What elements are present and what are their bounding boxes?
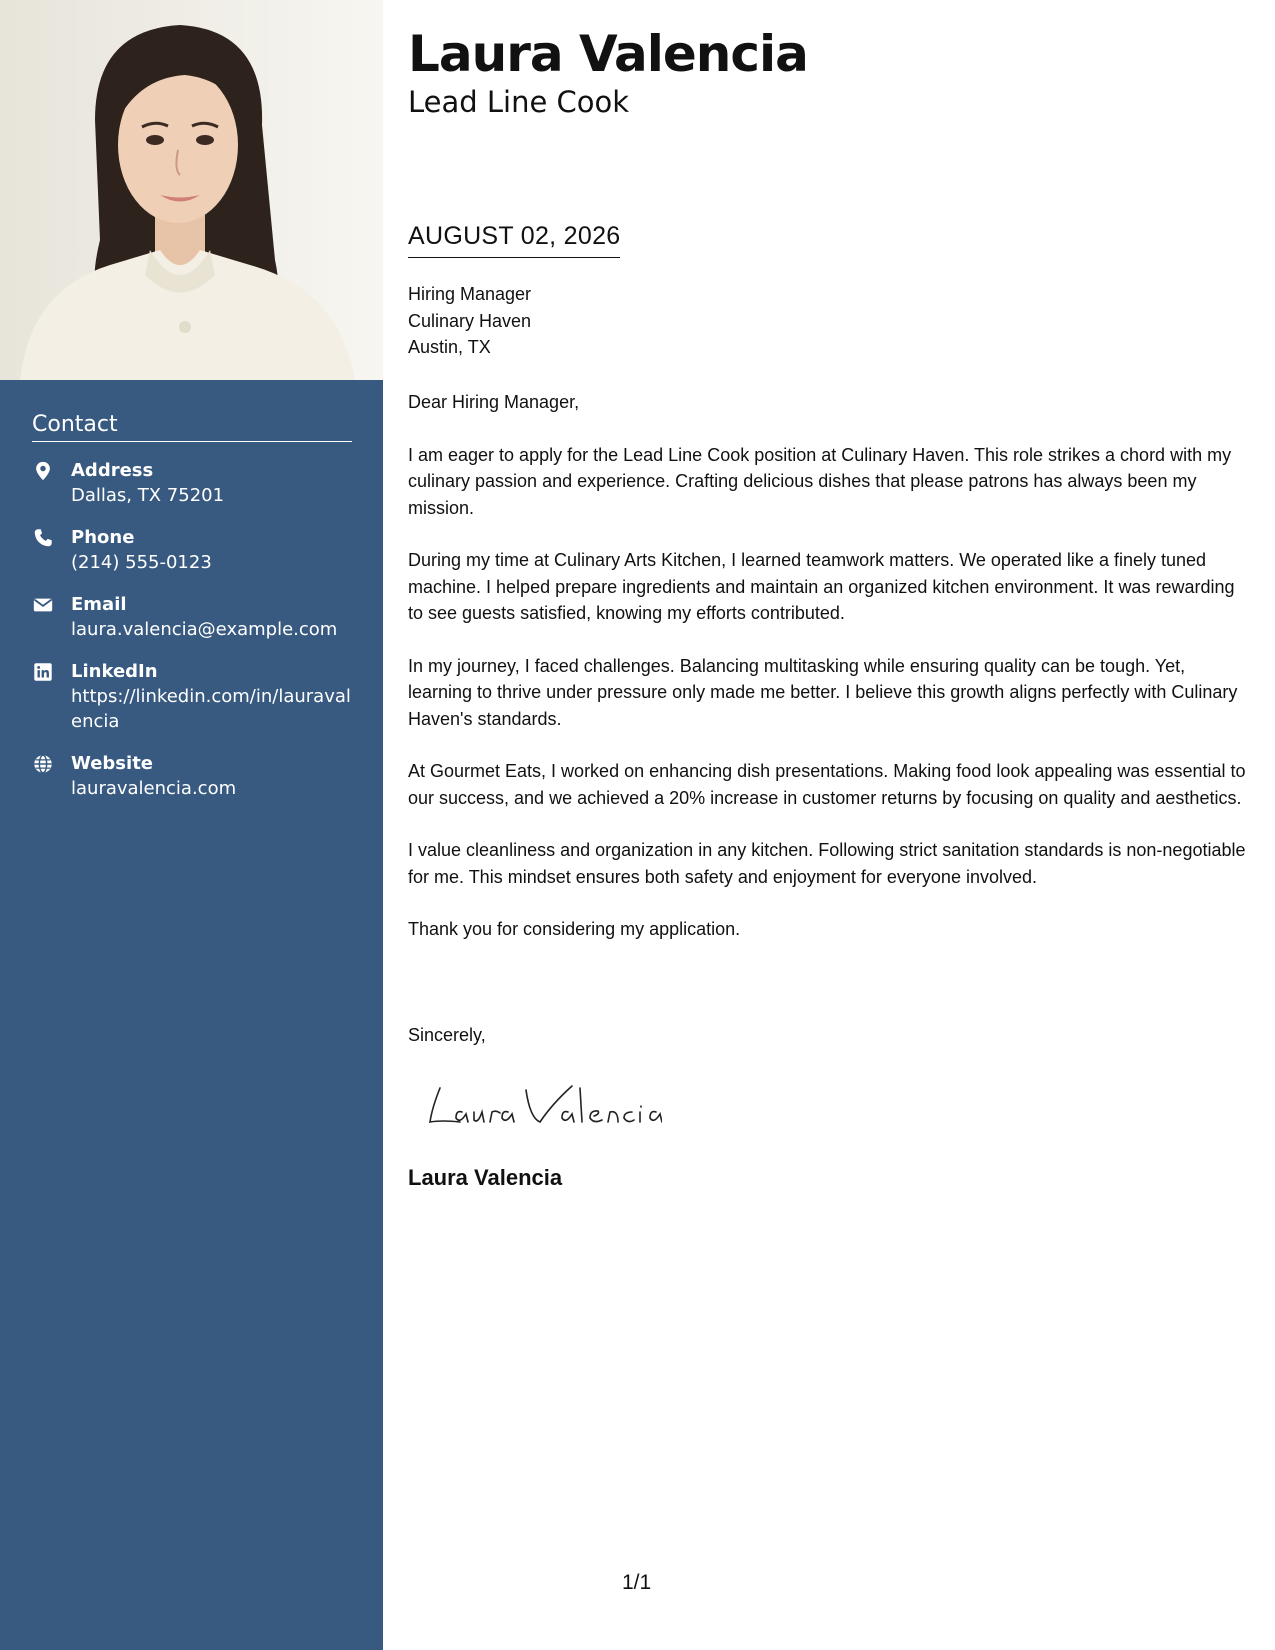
website-label: Website xyxy=(71,753,154,774)
handwritten-signature xyxy=(422,1078,662,1130)
contact-address xyxy=(32,458,352,508)
recipient-line: Austin, TX xyxy=(408,337,491,357)
email-label: Email xyxy=(71,594,127,615)
envelope-icon xyxy=(32,594,54,616)
linkedin-value[interactable]: https://linkedin.com/in/lauravalencia xyxy=(71,686,351,732)
contact-linkedin xyxy=(32,659,352,734)
salutation: Dear Hiring Manager, xyxy=(408,392,580,412)
linkedin-label: LinkedIn xyxy=(71,661,158,682)
paragraph: During my time at Culinary Arts Kitchen, I learned teamwork matters. We operated like a finely tuned machine. I helped prepare ingredients and maintain an organized kitchen environment. It was rewarding to see guests satisfied, knowing my efforts contributed. xyxy=(408,550,1235,623)
paragraph: I am eager to apply for the Lead Line Cook position at Culinary Haven. This role strikes a chord with my culinary passion and experience. Crafting delicious dishes that please patrons has always been my mission. xyxy=(408,444,1232,518)
letter-content xyxy=(408,389,1248,969)
email-value[interactable]: laura.valencia@example.com xyxy=(71,619,338,640)
sidebar xyxy=(0,0,383,1650)
address-label: Address xyxy=(71,460,154,481)
contact-phone xyxy=(32,525,352,575)
recipient-line: Hiring Manager xyxy=(408,284,532,304)
contact-section xyxy=(32,412,352,818)
letter-date: AUGUST 02, 2026 xyxy=(408,222,620,258)
contact-email xyxy=(32,592,352,642)
paragraph: In my journey, I faced challenges. Balancing multitasking while ensuring quality can be tough. Yet, learning to thrive under pressure only made me better. I believe this growth aligns perfectly with Culinary Haven's standards. xyxy=(408,655,1238,729)
profile-photo xyxy=(0,0,383,380)
recipient-line: Culinary Haven xyxy=(408,310,532,331)
portrait-illustration xyxy=(0,0,383,380)
contact-website xyxy=(32,751,352,801)
phone-label: Phone xyxy=(71,527,135,548)
signed-name: Laura Valencia xyxy=(408,1165,563,1190)
page-number: 1/1 xyxy=(622,1571,652,1594)
map-pin-icon xyxy=(32,460,54,482)
paragraph: At Gourmet Eats, I worked on enhancing dish presentations. Making food look appealing was essential to our success, and we achieved a 20% increase in customer returns by focusing on quality and aesthetics. xyxy=(408,761,1246,808)
address-value: Dallas, TX 75201 xyxy=(71,485,225,506)
phone-icon xyxy=(32,527,54,549)
paragraph: I value cleanliness and organization in any kitchen. Following strict sanitation standards is non-negotiable for me. This mindset ensures both safety and enjoyment for everyone involved. xyxy=(408,840,1246,887)
phone-value[interactable]: (214) 555-0123 xyxy=(71,552,212,573)
recipient-block xyxy=(408,281,531,361)
paragraph: Thank you for considering my application. xyxy=(408,919,741,939)
website-value[interactable]: lauravalencia.com xyxy=(71,778,237,799)
globe-icon xyxy=(32,753,54,775)
contact-heading: Contact xyxy=(32,412,352,442)
linkedin-icon xyxy=(32,661,54,683)
job-title: Lead Line Cook xyxy=(408,85,630,119)
closing: Sincerely, xyxy=(408,1025,486,1045)
applicant-name: Laura Valencia xyxy=(408,25,808,83)
